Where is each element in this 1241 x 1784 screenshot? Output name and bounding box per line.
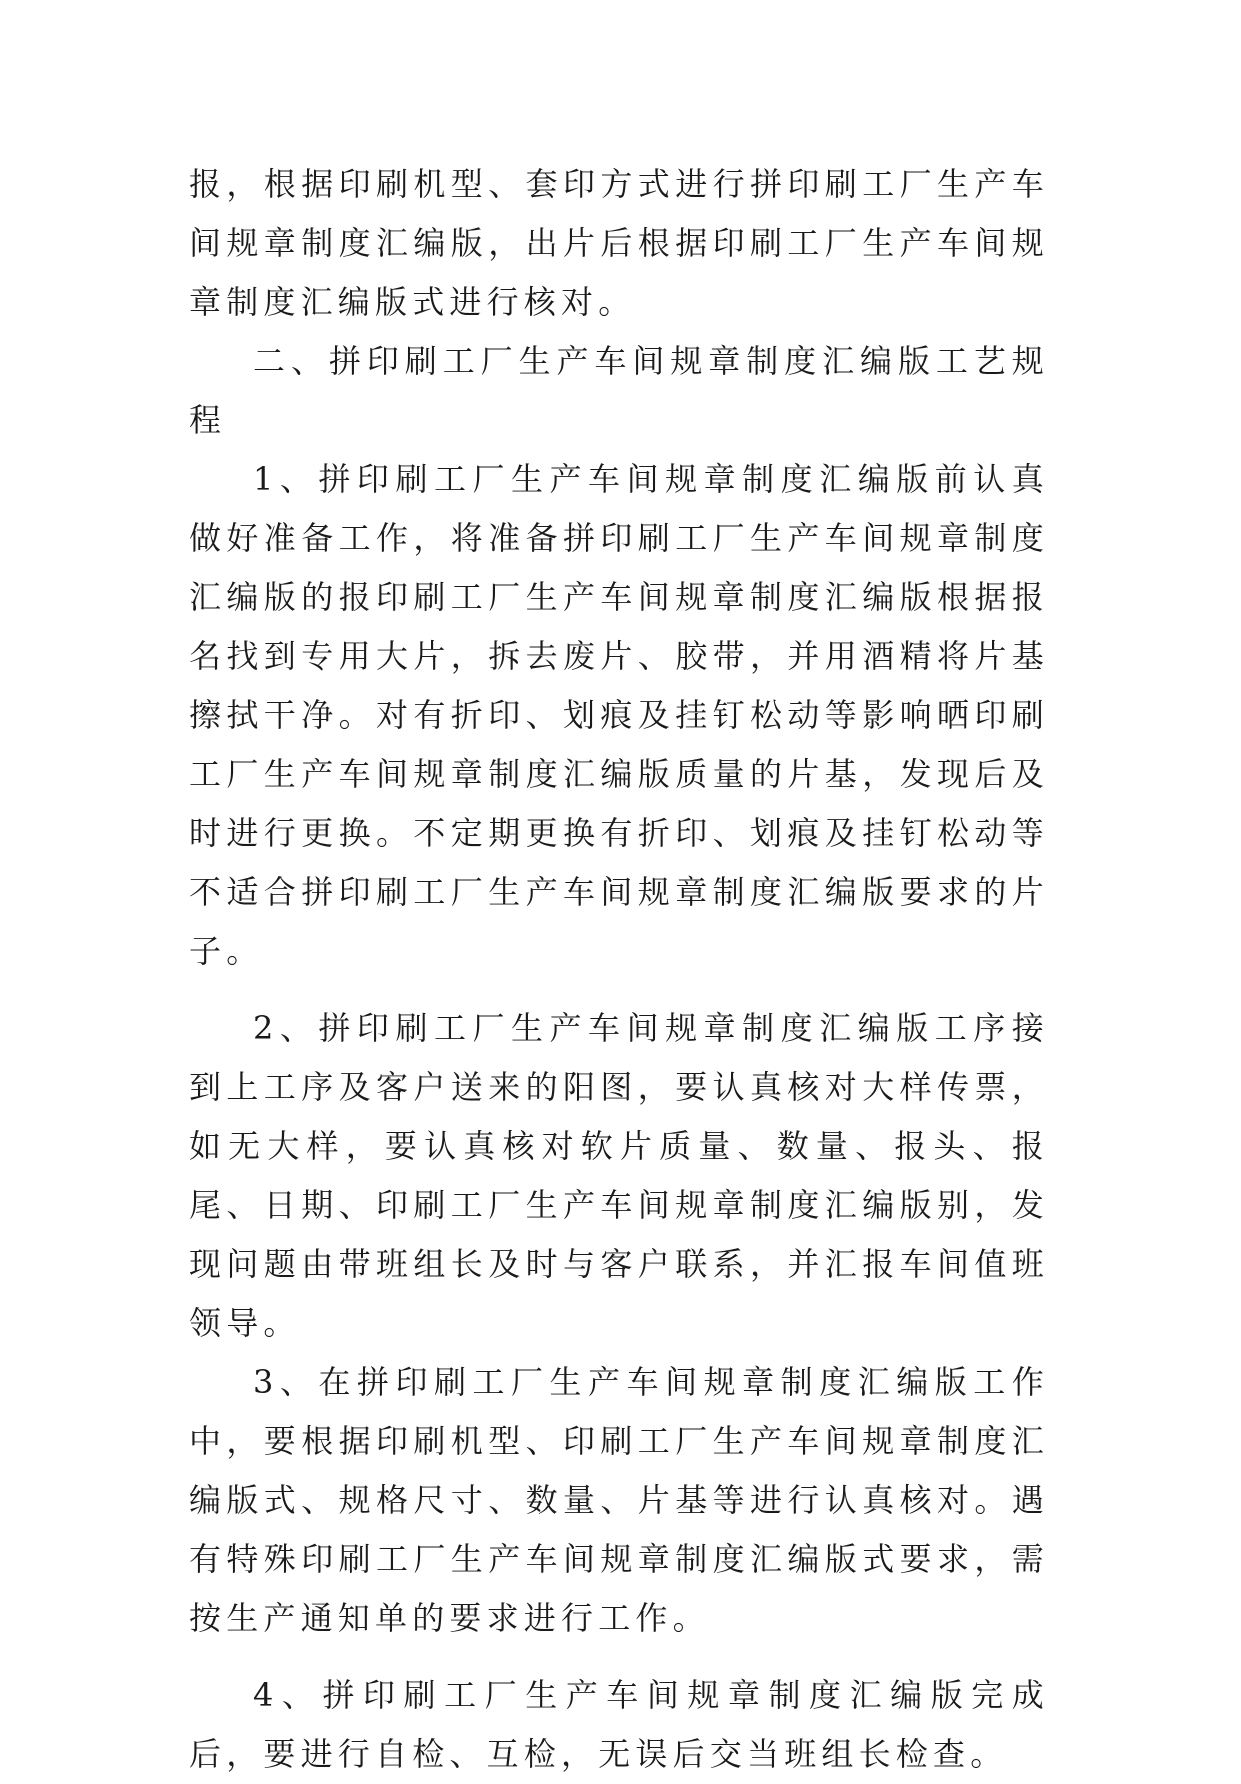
paragraph-item-3: 3、在拼印刷工厂生产车间规章制度汇编版工作中，要根据印刷机型、印刷工厂生产车间规章制度汇编版式、规格尺寸、数量、片基等进行认真核对。遇有特殊印刷工厂生产车间规章制度汇编版式要求，需按生产通知单的要求进行工作。 — [189, 1363, 1049, 1637]
paragraph-continuation: 报，根据印刷机型、套印方式进行拼印刷工厂生产车间规章制度汇编版，出片后根据印刷工厂生产车间规章制度汇编版式进行核对。 — [189, 165, 1049, 321]
document-body — [189, 155, 1049, 1784]
paragraph-item-2: 2、拼印刷工厂生产车间规章制度汇编版工序接到上工序及客户送来的阳图，要认真核对大样传票，如无大样，要认真核对软片质量、数量、报头、报尾、日期、印刷工厂生产车间规章制度汇编版别，发现问题由带班组长及时与客户联系，并汇报车间值班领导。 — [189, 1009, 1049, 1342]
paragraph-item-4: 4、拼印刷工厂生产车间规章制度汇编版完成后，要进行自检、互检，无误后交当班组长检查。 — [189, 1676, 1049, 1773]
section-heading-2: 二、拼印刷工厂生产车间规章制度汇编版工艺规程 — [189, 342, 1049, 439]
paragraph-item-1: 1、拼印刷工厂生产车间规章制度汇编版前认真做好准备工作，将准备拼印刷工厂生产车间规章制度汇编版的报印刷工厂生产车间规章制度汇编版根据报名找到专用大片，拆去废片、胶带，并用酒精将片基擦拭干净。对有折印、划痕及挂钉松动等影响晒印刷工厂生产车间规章制度汇编版质量的片基，发现后及时进行更换。不定期更换有折印、划痕及挂钉松动等不适合拼印刷工厂生产车间规章制度汇编版要求的片子。 — [189, 460, 1049, 970]
